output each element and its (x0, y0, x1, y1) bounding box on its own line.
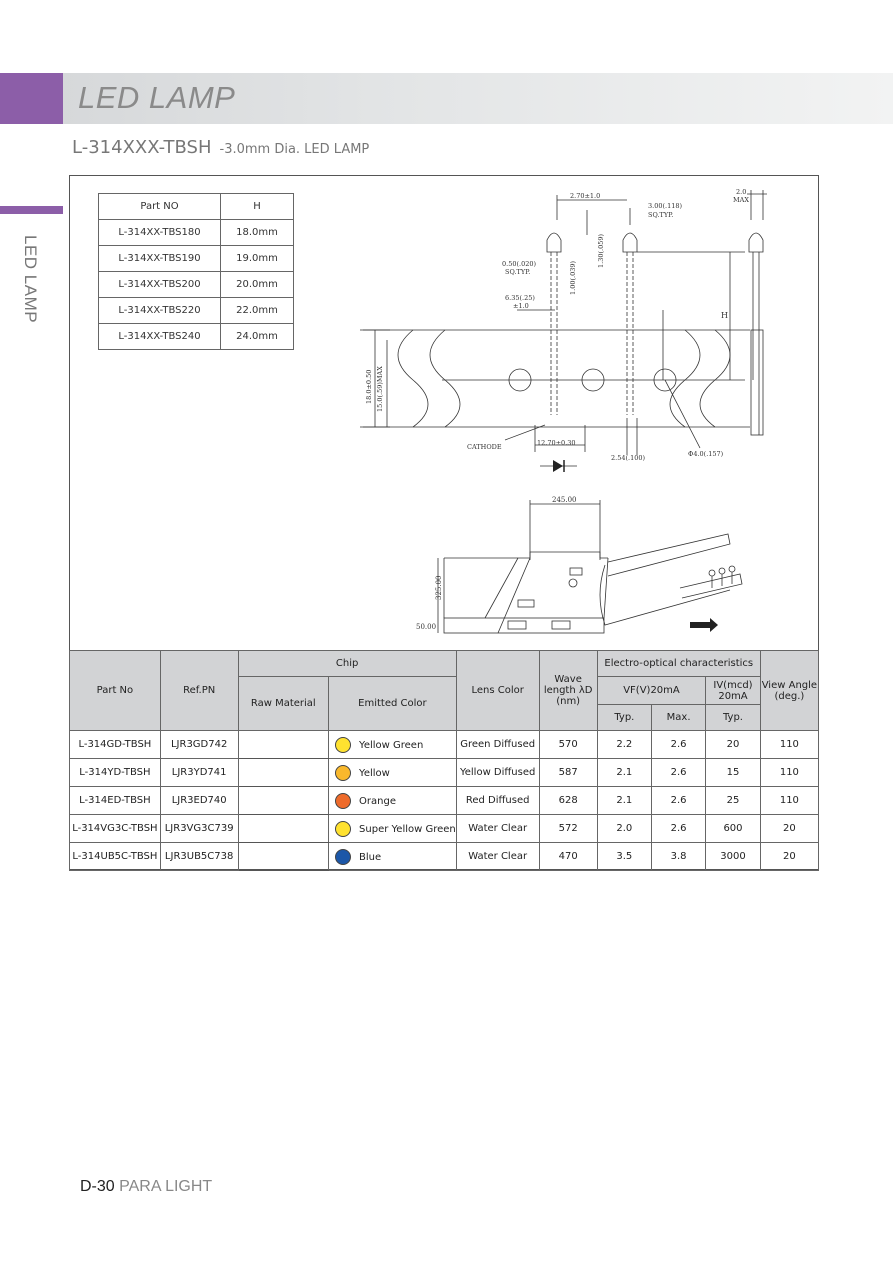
vf-max-cell: 3.8 (651, 843, 705, 871)
iv-cell: 15 (706, 759, 761, 787)
raw-material-cell (238, 759, 329, 787)
view-angle-cell: 110 (760, 787, 818, 815)
spec-table (69, 650, 819, 871)
dim-label: 15.0(.59)MAX (376, 366, 384, 412)
tape-drawing (355, 180, 795, 480)
subtitle-desc: -3.0mm Dia. LED LAMP (219, 142, 370, 157)
col-vf-typ: Typ. (597, 705, 651, 731)
emitted-color-label: Yellow (359, 767, 390, 779)
dim-label: 12.70±0.30 (537, 439, 576, 447)
ref-pn-cell: LJR3ED740 (160, 787, 238, 815)
vf-max-cell: 2.6 (651, 787, 705, 815)
emitted-color-cell (329, 759, 457, 787)
header-accent (0, 73, 63, 124)
dim-label: H (721, 311, 728, 320)
dim-label: 18.0±0.50 (365, 369, 373, 404)
side-accent-bar (0, 206, 63, 214)
col-iv-typ: Typ. (706, 705, 761, 731)
table-row (70, 815, 819, 843)
raw-material-cell (238, 815, 329, 843)
raw-material-cell (238, 843, 329, 871)
lens-color-cell: Green Diffused (456, 731, 539, 759)
table-header-row (99, 194, 294, 220)
color-dot-icon (335, 849, 351, 865)
table-cell: 24.0mm (221, 324, 294, 350)
col-ref-pn: Ref.PN (160, 651, 238, 731)
ref-pn-cell: LJR3UB5C738 (160, 843, 238, 871)
vf-max-cell: 2.6 (651, 815, 705, 843)
table-row (99, 220, 294, 246)
view-angle-cell: 110 (760, 731, 818, 759)
part-no-cell: L-314GD-TBSH (70, 731, 161, 759)
dim-label: 0.50(.020) (502, 260, 537, 268)
emitted-color-label: Yellow Green (359, 739, 424, 751)
box-dim-label: 245.00 (552, 496, 577, 504)
dim-label: 2.54(.100) (611, 454, 646, 462)
col-iv: IV(mcd) 20mA (706, 677, 761, 705)
vf-typ-cell: 3.5 (597, 843, 651, 871)
col-vf-max: Max. (651, 705, 705, 731)
dim-label: SQ.TYP. (505, 268, 531, 276)
col-wave: Wave length λD (nm) (539, 651, 597, 731)
emitted-color-label: Orange (359, 795, 396, 807)
table-row (70, 843, 819, 871)
dim-label: 1.00(.039) (569, 260, 577, 295)
emitted-color-label: Blue (359, 851, 382, 863)
iv-cell: 20 (706, 731, 761, 759)
view-angle-cell: 20 (760, 815, 818, 843)
table-cell: L-314XX-TBS200 (99, 272, 221, 298)
lens-color-cell: Yellow Diffused (456, 759, 539, 787)
vf-typ-cell: 2.1 (597, 787, 651, 815)
side-label: LED LAMP (21, 235, 40, 324)
view-angle-cell: 110 (760, 759, 818, 787)
table-row (70, 759, 819, 787)
vf-typ-cell: 2.0 (597, 815, 651, 843)
table-row (99, 272, 294, 298)
iv-cell: 3000 (706, 843, 761, 871)
dim-label: 2.0 (736, 188, 747, 196)
part-no-cell: L-314YD-TBSH (70, 759, 161, 787)
dim-label: CATHODE (467, 443, 502, 451)
col-chip: Chip (238, 651, 456, 677)
wave-cell: 628 (539, 787, 597, 815)
box-drawing (410, 490, 760, 640)
table-cell: 19.0mm (221, 246, 294, 272)
raw-material-cell (238, 787, 329, 815)
wave-cell: 587 (539, 759, 597, 787)
emitted-color-cell (329, 815, 457, 843)
subtitle (72, 137, 369, 158)
raw-material-cell (238, 731, 329, 759)
color-dot-icon (335, 765, 351, 781)
vf-max-cell: 2.6 (651, 731, 705, 759)
dim-label: 3.00(.118) (648, 202, 683, 210)
col-raw-material: Raw Material (238, 677, 329, 731)
box-dim-label: 50.00 (416, 623, 437, 631)
emitted-color-cell (329, 787, 457, 815)
vf-typ-cell: 2.2 (597, 731, 651, 759)
table-cell: L-314XX-TBS180 (99, 220, 221, 246)
table-cell: L-314XX-TBS190 (99, 246, 221, 272)
dim-label: SQ.TYP. (648, 211, 674, 219)
dim-label: Φ4.0(.157) (688, 450, 724, 458)
ref-pn-cell: LJR3YD741 (160, 759, 238, 787)
dim-label: 1.30(.059) (597, 233, 605, 268)
ref-pn-cell: LJR3VG3C739 (160, 815, 238, 843)
box-dim-label: 325.00 (435, 575, 443, 600)
wave-cell: 570 (539, 731, 597, 759)
footer (80, 1178, 212, 1196)
col-lens-color: Lens Color (456, 651, 539, 731)
emitted-color-label: Super Yellow Green (359, 823, 456, 835)
dim-label: 2.70±1.0 (570, 192, 601, 200)
part-no-cell: L-314ED-TBSH (70, 787, 161, 815)
lens-color-cell: Red Diffused (456, 787, 539, 815)
vf-max-cell: 2.6 (651, 759, 705, 787)
view-angle-cell: 20 (760, 843, 818, 871)
table-row (99, 298, 294, 324)
page-number: D-30 (80, 1178, 115, 1195)
col-part-no: Part No (70, 651, 161, 731)
lens-color-cell: Water Clear (456, 843, 539, 871)
dim-label: MAX (733, 196, 749, 204)
iv-cell: 25 (706, 787, 761, 815)
col-vf: VF(V)20mA (597, 677, 705, 705)
color-dot-icon (335, 737, 351, 753)
dim-label: ±1.0 (513, 302, 529, 310)
col-emitted-color: Emitted Color (329, 677, 457, 731)
table-cell: 22.0mm (221, 298, 294, 324)
emitted-color-cell (329, 731, 457, 759)
table-row (70, 787, 819, 815)
table-cell: L-314XX-TBS220 (99, 298, 221, 324)
wave-cell: 572 (539, 815, 597, 843)
part-no-cell: L-314VG3C-TBSH (70, 815, 161, 843)
color-dot-icon (335, 793, 351, 809)
dim-label: 6.35(.25) (505, 294, 535, 302)
table-cell: 18.0mm (221, 220, 294, 246)
lens-color-cell: Water Clear (456, 815, 539, 843)
ref-pn-cell: LJR3GD742 (160, 731, 238, 759)
part-no-cell: L-314UB5C-TBSH (70, 843, 161, 871)
col-electro: Electro-optical characteristics (597, 651, 760, 677)
table-header: Part NO (99, 194, 221, 220)
table-cell: L-314XX-TBS240 (99, 324, 221, 350)
color-dot-icon (335, 821, 351, 837)
iv-cell: 600 (706, 815, 761, 843)
table-cell: 20.0mm (221, 272, 294, 298)
table-header: H (221, 194, 294, 220)
emitted-color-cell (329, 843, 457, 871)
brand-name: PARA LIGHT (119, 1178, 213, 1195)
vf-typ-cell: 2.1 (597, 759, 651, 787)
table-row (99, 246, 294, 272)
wave-cell: 470 (539, 843, 597, 871)
col-view-angle: View Angle (deg.) (760, 651, 818, 731)
page-title: LED LAMP (78, 80, 236, 115)
part-height-table (98, 193, 294, 350)
subtitle-part: L-314XXX-TBSH (72, 137, 212, 158)
table-row (70, 731, 819, 759)
table-row (99, 324, 294, 350)
